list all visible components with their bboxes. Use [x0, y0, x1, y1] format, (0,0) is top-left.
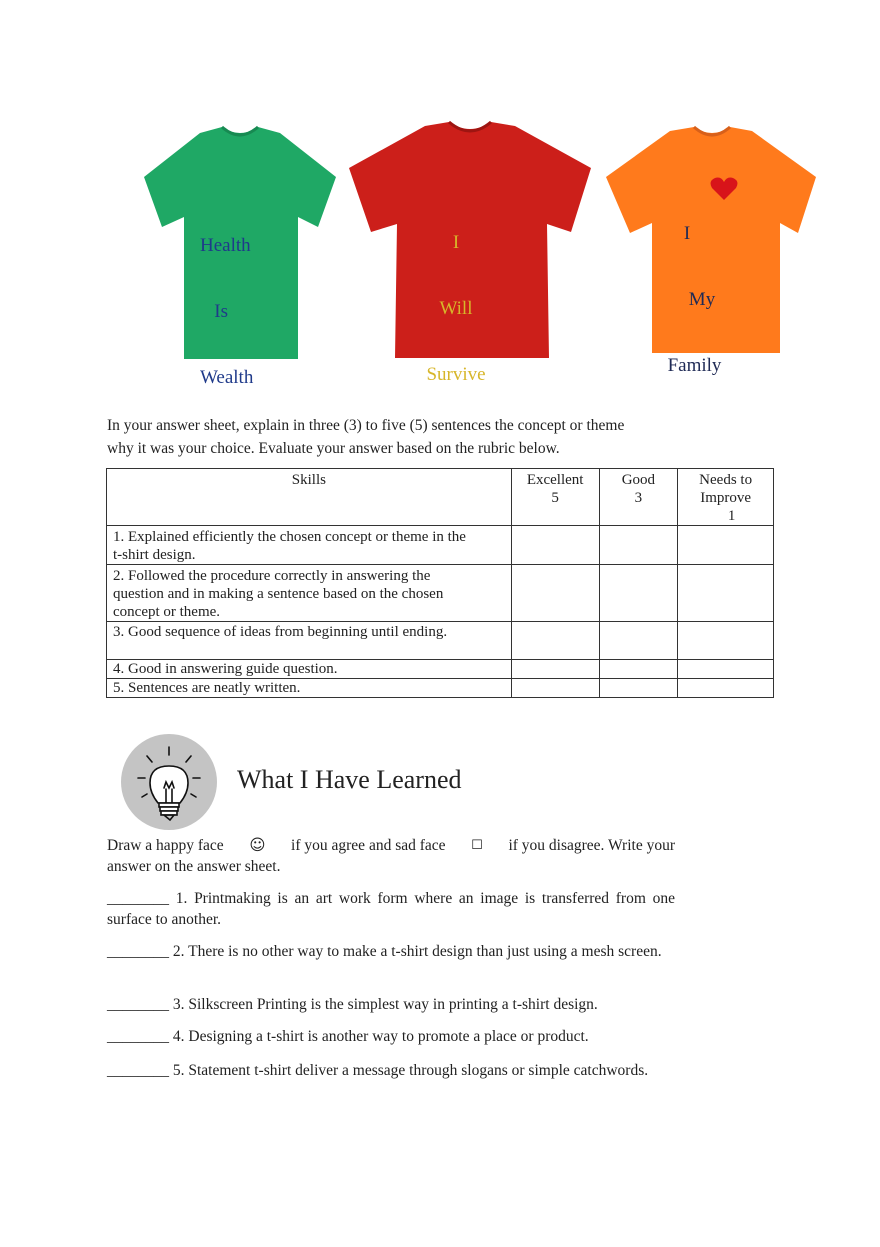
tshirt-orange — [602, 125, 820, 376]
question-item: ________ 3. Silkscreen Printing is the simplest way in printing a t-shirt design. — [107, 996, 598, 1013]
happy-face-icon: ☺ — [249, 836, 266, 854]
rubric-row — [107, 565, 774, 622]
rubric-cell[interactable] — [678, 526, 774, 565]
sad-face-icon: ☐ — [471, 838, 483, 853]
rubric-table — [106, 468, 774, 698]
tshirt-green — [140, 125, 340, 388]
rubric-skill: 2. Followed the procedure correctly in answering the question and in making a sentence based on the chosen concept or theme. — [107, 565, 512, 622]
header-excellent: Excellent 5 — [511, 469, 599, 526]
shirt-line: My — [688, 289, 716, 310]
question-item: ________ 2. There is no other way to make a t-shirt design than just using a mesh screen. — [107, 943, 662, 960]
lightbulb-icon — [120, 733, 218, 831]
rubric-cell[interactable] — [678, 622, 774, 660]
shirt-line: Wealth — [200, 367, 254, 388]
rubric-header-row — [107, 469, 774, 526]
instructions-line-1: In your answer sheet, explain in three (3) to five (5) sentences the concept or theme — [107, 417, 625, 434]
tshirt-green-text — [200, 191, 253, 433]
heart-icon — [710, 177, 738, 201]
rubric-row — [107, 660, 774, 679]
directions-line-1 — [107, 835, 675, 856]
directions-line-2: answer on the answer sheet. — [107, 858, 281, 875]
header-needs-improve: Needs to Improve 1 — [678, 469, 774, 526]
header-good: Good 3 — [599, 469, 678, 526]
shirt-line-i: I — [683, 223, 691, 244]
instructions — [107, 414, 707, 460]
directions-part-2: if you agree and sad face — [291, 837, 446, 854]
question-item: ________ 1. Printmaking is an art work form where an image is transferred from one surface to another. — [107, 890, 675, 928]
directions-part-3: if you disagree. Write your — [508, 837, 675, 854]
rubric-skill: 4. Good in answering guide question. — [107, 660, 512, 679]
tshirt-red — [345, 120, 595, 385]
header-skills: Skills — [107, 469, 512, 526]
rubric-cell[interactable] — [599, 622, 678, 660]
rubric-cell[interactable] — [678, 679, 774, 698]
rubric-cell[interactable] — [599, 679, 678, 698]
section-title: What I Have Learned — [237, 765, 462, 794]
rubric-row — [107, 679, 774, 698]
directions-part-1: Draw a happy face — [107, 837, 224, 854]
shirt-line: Is — [200, 301, 228, 322]
rubric-cell[interactable] — [511, 565, 599, 622]
rubric-cell[interactable] — [599, 526, 678, 565]
rubric-skill: 3. Good sequence of ideas from beginning until ending. — [107, 622, 512, 660]
shirt-line: Will — [439, 298, 473, 319]
rubric-cell[interactable] — [511, 679, 599, 698]
rubric-cell[interactable] — [511, 526, 599, 565]
rubric-cell[interactable] — [599, 660, 678, 679]
tshirt-orange-text — [662, 179, 722, 421]
instructions-line-2: why it was your choice. Evaluate your answer based on the rubric below. — [107, 440, 560, 457]
tshirt-red-text — [420, 188, 492, 430]
directions — [107, 835, 675, 877]
shirt-line: Survive — [426, 364, 486, 385]
question-item: ________ 5. Statement t-shirt deliver a message through slogans or simple catchwords. — [107, 1062, 649, 1079]
rubric-row — [107, 526, 774, 565]
rubric-row — [107, 622, 774, 660]
rubric-skill: 5. Sentences are neatly written. — [107, 679, 512, 698]
rubric-cell[interactable] — [678, 660, 774, 679]
rubric-cell[interactable] — [599, 565, 678, 622]
rubric-skill: 1. Explained efficiently the chosen concept or theme in the t-shirt design. — [107, 526, 512, 565]
rubric-cell[interactable] — [511, 660, 599, 679]
shirt-line: Health — [200, 235, 251, 256]
rubric-cell[interactable] — [511, 622, 599, 660]
question-item: ________ 4. Designing a t-shirt is another way to promote a place or product. — [107, 1028, 589, 1045]
shirt-line: Family — [667, 355, 722, 376]
rubric-cell[interactable] — [678, 565, 774, 622]
shirt-line: I — [452, 232, 460, 253]
